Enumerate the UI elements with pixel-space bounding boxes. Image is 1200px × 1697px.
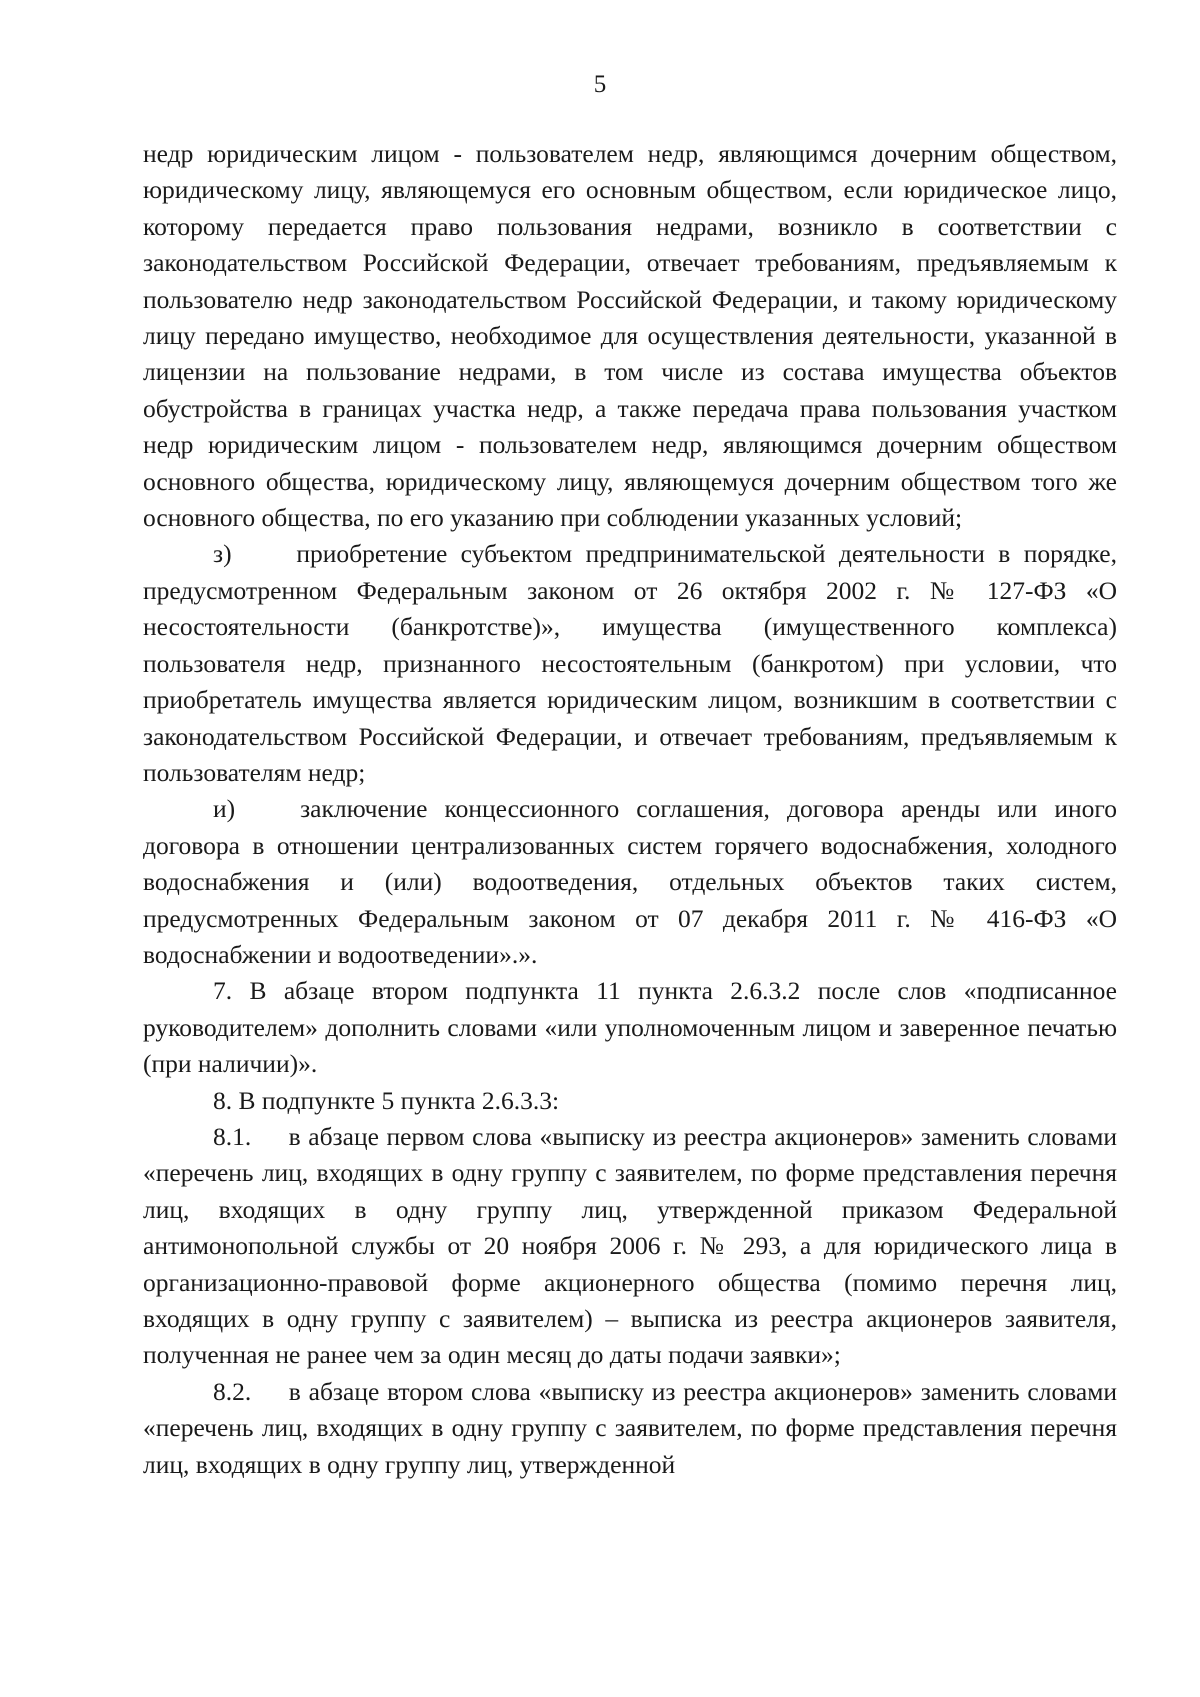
- document-body: [143, 136, 1117, 1483]
- paragraph-continuation: недр юридическим лицом - пользователем недр, являющимся дочерним обществом, юридическому лицу, являющемуся его основным обществом, если юридическое лицо, которому передается право пользования недрами, возникло в соответствии с законодательством Российской Федерации, отвечает требованиям, предъявляемым к пользователю недр законодательством Российской Федерации, и такому юридическому лицу передано имущество, необходимое для осуществления деятельности, указанной в лицензии на пользование недрами, в том числе из состава имущества объектов обустройства в границах участка недр, а также передача права пользования участком недр юридическим лицом - пользователем недр, являющимся дочерним обществом основного общества, юридическому лицу, являющемуся дочерним обществом того же основного общества, по его указанию при соблюдении указанных условий;: [143, 139, 1117, 533]
- paragraph-item-z: [143, 536, 1117, 791]
- item-text-8-2: в абзаце втором слова «выписку из реестра акционеров» заменить словами «перечень лиц, входящих в одну группу с заявителем, по форме представления перечня лиц, входящих в одну группу лиц, утвержденной: [143, 1376, 1117, 1479]
- paragraph-item-i: [143, 791, 1117, 973]
- item-label-i: и): [213, 794, 236, 824]
- item-text-z: приобретение субъектом предпринимательской деятельности в порядке, предусмотренном Федеральным законом от 26 октября 2002 г. № 127-ФЗ «О несостоятельности (банкротстве)», имущества (имущественного комплекса) пользователя недр, признанного несостоятельным (банкротом) при условии, что приобретатель имущества является юридическим лицом, возникшим в соответствии с законодательством Российской Федерации, и отвечает требованиям, предъявляемым к пользователям недр;: [143, 539, 1117, 787]
- item-label-8-2: 8.2.: [213, 1376, 252, 1406]
- item-text-i: заключение концессионного соглашения, договора аренды или иного договора в отношении централизованных систем горячего водоснабжения, холодного водоснабжения и (или) водоотведения, отдельных объектов таких систем, предусмотренных Федеральным законом от 07 декабря 2011 г. № 416-ФЗ «О водоснабжении и водоотведении».».: [143, 794, 1117, 969]
- paragraph-7: 7. В абзаце втором подпункта 11 пункта 2.6.3.2 после слов «подписанное руководителем» дополнить словами «или уполномоченным лицом и заверенное печатью (при наличии)».: [143, 976, 1117, 1079]
- paragraph-8-2: [143, 1374, 1117, 1483]
- paragraph-8-1: [143, 1119, 1117, 1374]
- paragraph-8: 8. В подпункте 5 пункта 2.6.3.3:: [213, 1085, 560, 1115]
- item-text-8-1: в абзаце первом слова «выписку из реестра акционеров» заменить словами «перечень лиц, входящих в одну группу с заявителем, по форме представления перечня лиц, входящих в одну группу лиц, утвержденной приказом Федеральной антимонопольной службы от 20 ноября 2006 г. № 293, а для юридического лица в организационно-правовой форме акционерного общества (помимо перечня лиц, входящих в одну группу с заявителем) – выписка из реестра акционеров заявителя, полученная не ранее чем за один месяц до даты подачи заявки»;: [143, 1121, 1117, 1370]
- item-label-z: з): [213, 539, 232, 569]
- page-number: 5: [593, 71, 607, 98]
- item-label-8-1: 8.1.: [213, 1121, 252, 1151]
